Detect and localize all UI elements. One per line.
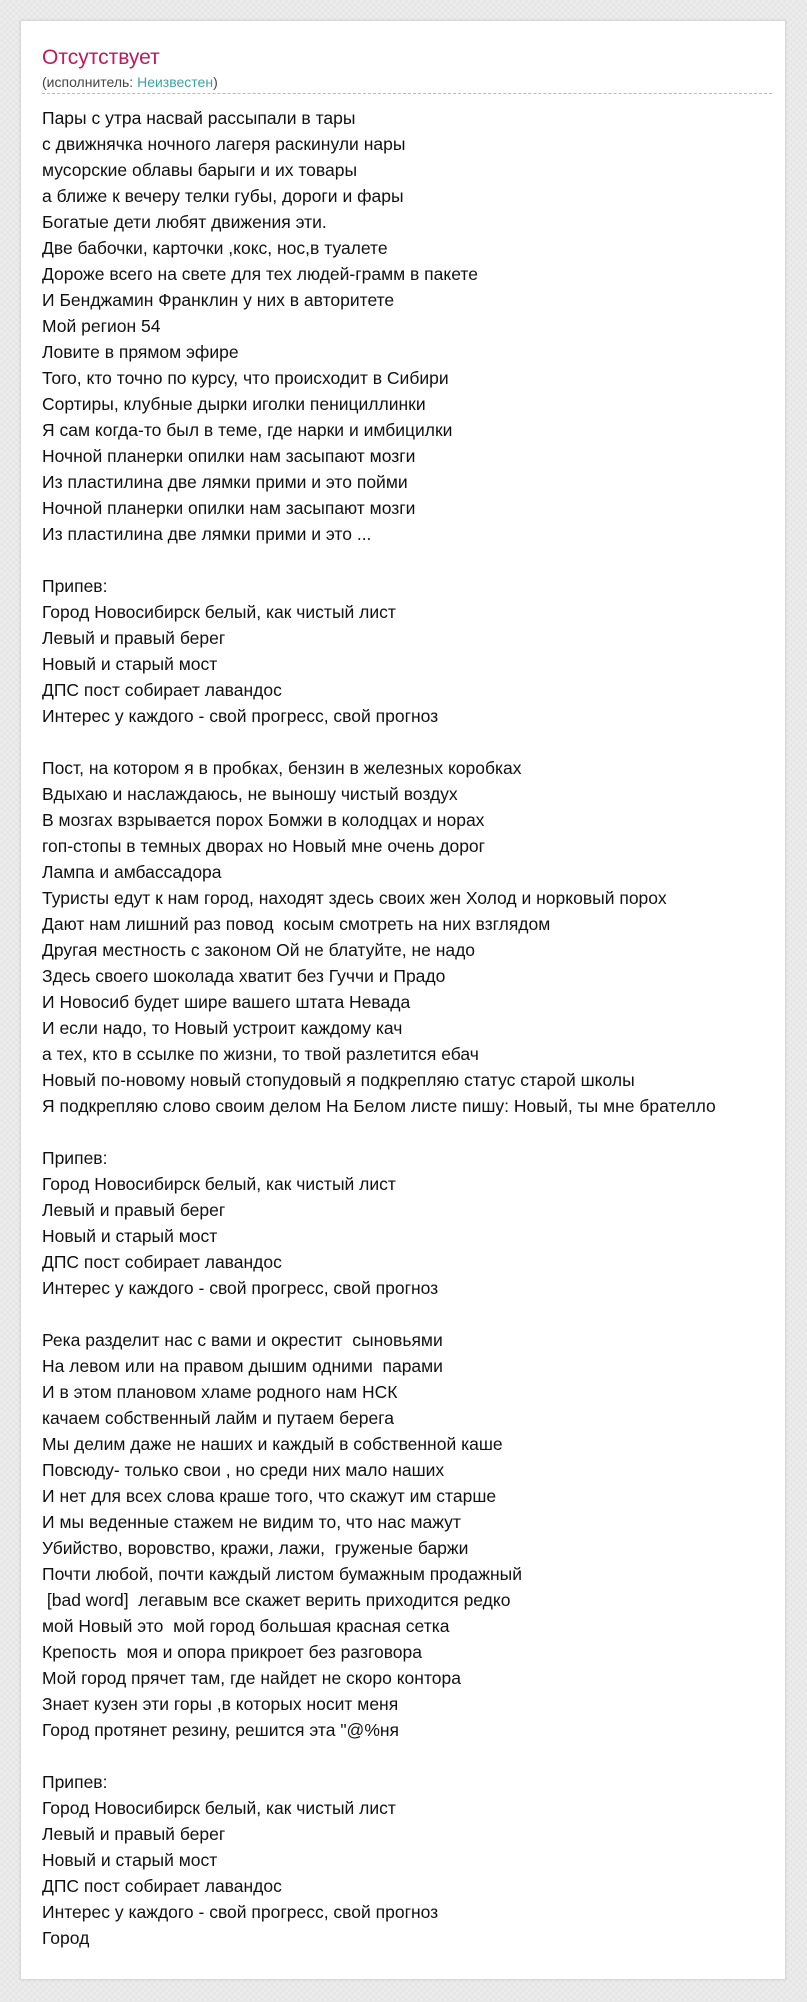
lyric-line: Вдыхаю и наслаждаюсь, не выношу чистый воздух (42, 784, 458, 804)
lyric-line: Мы делим даже не наших и каждый в собственной каше (42, 1434, 503, 1454)
lyric-line: Интерес у каждого - свой прогресс, свой прогноз (42, 706, 439, 726)
lyric-line: ДПС пост собирает лавандос (42, 680, 282, 700)
lyric-line: Убийство, воровство, кражи, лажи, груженые баржи (42, 1538, 469, 1558)
lyric-line: Богатые дети любят движения эти. (42, 212, 327, 232)
lyrics-card (20, 20, 786, 1980)
lyric-line: а ближе к вечеру телки губы, дороги и фары (42, 186, 404, 206)
blank-line (42, 1301, 786, 1327)
lyric-line: Город протянет резину, решится эта "@%ня (42, 1720, 400, 1740)
lyrics-text (42, 105, 786, 1951)
lyric-line: Дороже всего на свете для тех людей-грамм в пакете (42, 264, 478, 284)
lyric-line: гоп-стопы в темных дворах но Новый мне очень дорог (42, 836, 486, 856)
lyric-line: Ночной планерки опилки нам засыпают мозги (42, 498, 416, 518)
lyric-line: Река разделит нас с вами и окрестит сыновьями (42, 1330, 443, 1350)
lyric-line: Сортиры, клубные дырки иголки пенициллинки (42, 394, 426, 414)
lyric-line: Из пластилина две лямки прими и это пойми (42, 472, 408, 492)
artist-line (42, 73, 218, 91)
lyric-line: Левый и правый берег (42, 628, 226, 648)
lyric-line: Пары с утра насвай рассыпали в тары (42, 108, 356, 128)
lyric-line: Новый по-новому новый стопудовый я подкрепляю статус старой школы (42, 1070, 635, 1090)
lyric-line: Интерес у каждого - свой прогресс, свой прогноз (42, 1902, 439, 1922)
lyric-line: Ловите в прямом эфире (42, 342, 239, 362)
lyric-line: И в этом плановом хламе родного нам НСК (42, 1382, 398, 1402)
lyric-line: Город Новосибирск белый, как чистый лист (42, 1174, 396, 1194)
lyric-line: Из пластилина две лямки прими и это ... (42, 524, 372, 544)
artist-link[interactable]: Неизвестен (137, 74, 214, 90)
lyric-line: Знает кузен эти горы ,в которых носит меня (42, 1694, 399, 1714)
song-title: Отсутствует (42, 46, 160, 69)
lyric-line: Дают нам лишний раз повод косым смотреть на них взглядом (42, 914, 551, 934)
lyric-line: Мой регион 54 (42, 316, 161, 336)
lyric-line: Город Новосибирск белый, как чистый лист (42, 602, 396, 622)
lyric-line: качаем собственный лайм и путаем берега (42, 1408, 394, 1428)
lyric-line: И Бенджамин Франклин у них в авторитете (42, 290, 395, 310)
lyric-line: [bad word] легавым все скажет верить приходится редко (42, 1590, 511, 1610)
lyric-line: Новый и старый мост (42, 1850, 218, 1870)
lyric-line: И если надо, то Новый устроит каждому кач (42, 1018, 403, 1038)
lyric-line: а тех, кто в ссылке по жизни, то твой разлетится ебач (42, 1044, 479, 1064)
lyric-line: Мой город прячет там, где найдет не скоро контора (42, 1668, 461, 1688)
lyric-line: Повсюду- только свои , но среди них мало наших (42, 1460, 445, 1480)
lyric-line: В мозгах взрывается порох Бомжи в колодцах и норах (42, 810, 485, 830)
artist-prefix: (исполнитель: (42, 74, 138, 90)
lyric-line: Город Новосибирск белый, как чистый лист (42, 1798, 396, 1818)
lyric-line: Новый и старый мост (42, 654, 218, 674)
lyric-line: Лампа и амбассадора (42, 862, 222, 882)
lyric-line: мусорские облавы барыги и их товары (42, 160, 358, 180)
lyric-line: Здесь своего шоколада хватит без Гуччи и Прадо (42, 966, 446, 986)
lyric-line: И мы веденные стажем не видим то, что нас мажут (42, 1512, 461, 1532)
lyric-line: Другая местность с законом Ой не блатуйте, не надо (42, 940, 476, 960)
lyric-line: Припев: (42, 576, 108, 596)
lyric-line: Ночной планерки опилки нам засыпают мозги (42, 446, 416, 466)
lyric-line: Левый и правый берег (42, 1824, 226, 1844)
lyric-line: мой Новый это мой город большая красная сетка (42, 1616, 450, 1636)
blank-line (42, 1743, 786, 1769)
lyric-line: Город (42, 1928, 90, 1948)
lyric-line: ДПС пост собирает лавандос (42, 1252, 282, 1272)
lyric-line: Я подкрепляю слово своим делом На Белом листе пишу: Новый, ты мне брателло (42, 1096, 716, 1116)
lyric-line: Я сам когда-то был в теме, где нарки и имбицилки (42, 420, 453, 440)
lyric-line: Припев: (42, 1772, 108, 1792)
lyric-line: Пост, на котором я в пробках, бензин в железных коробках (42, 758, 522, 778)
blank-line (42, 1119, 786, 1145)
lyric-line: Две бабочки, карточки ,кокс, нос,в туалете (42, 238, 388, 258)
lyric-line: Почти любой, почти каждый листом бумажным продажный (42, 1564, 522, 1584)
lyric-line: ДПС пост собирает лавандос (42, 1876, 282, 1896)
lyric-line: Новый и старый мост (42, 1226, 218, 1246)
lyric-line: Крепость моя и опора прикроет без разговора (42, 1642, 423, 1662)
title-divider (42, 93, 772, 94)
lyric-line: Туристы едут к нам город, находят здесь своих жен Холод и норковый порох (42, 888, 667, 908)
lyric-line: И Новосиб будет шире вашего штата Невада (42, 992, 411, 1012)
artist-suffix: ) (213, 74, 218, 90)
lyric-line: На левом или на правом дышим одними парами (42, 1356, 443, 1376)
lyric-line: с движнячка ночного лагеря раскинули нары (42, 134, 406, 154)
lyric-line: Левый и правый берег (42, 1200, 226, 1220)
lyric-line: И нет для всех слова краше того, что скажут им старше (42, 1486, 497, 1506)
blank-line (42, 729, 786, 755)
lyric-line: Интерес у каждого - свой прогресс, свой прогноз (42, 1278, 439, 1298)
lyric-line: Того, кто точно по курсу, что происходит в Сибири (42, 368, 449, 388)
lyric-line: Припев: (42, 1148, 108, 1168)
blank-line (42, 547, 786, 573)
